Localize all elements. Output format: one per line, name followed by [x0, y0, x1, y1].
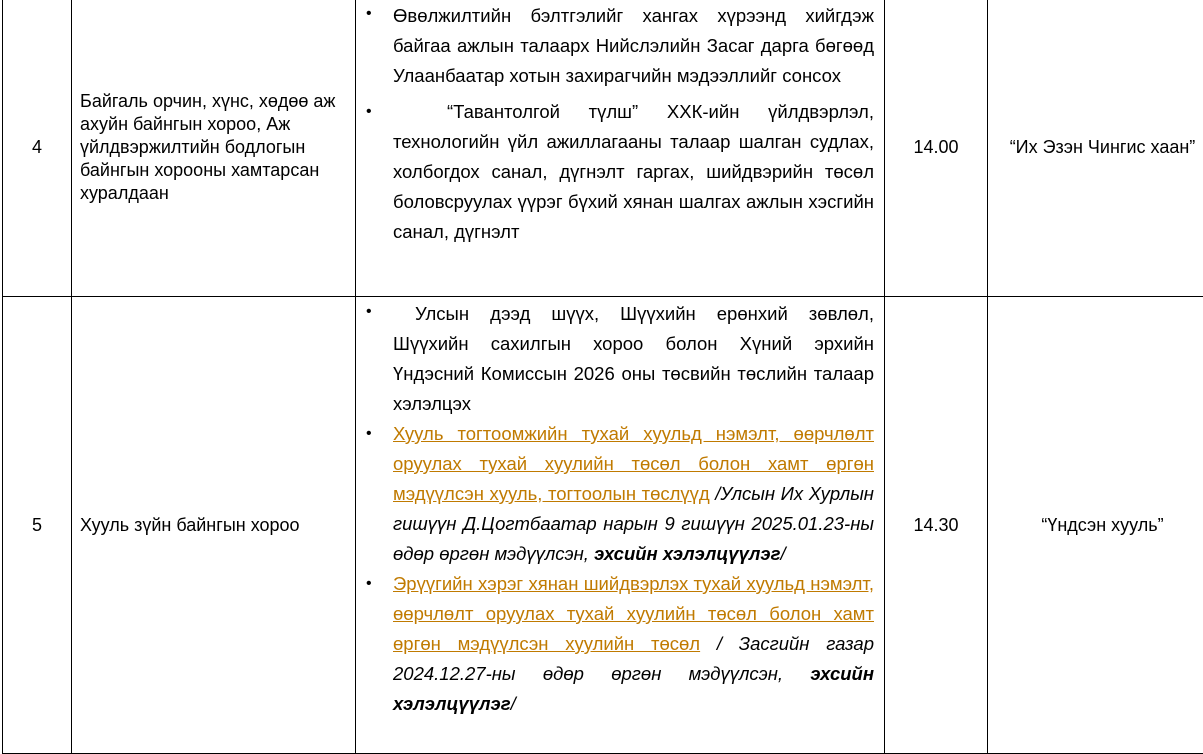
start-time: 14.30 [885, 297, 988, 754]
committee-name: Хууль зүйн байнгын хороо [72, 297, 356, 754]
list-item [356, 0, 884, 91]
topic-text: Өвөлжилтийн бэлтгэлийг хангах хүрээнд хийгдэж байгаа ажлын талаарх Нийслэлийн Засаг дарга бөгөөд Улаанбаатар хотын захирагчийн мэдээллийг сонсох [393, 5, 874, 86]
bullet-icon: • [366, 297, 372, 327]
row-number: 5 [3, 297, 72, 754]
table-row [3, 297, 1203, 754]
topics-cell [356, 0, 885, 297]
agenda-table [2, 0, 1203, 754]
topic-note-close: / [511, 693, 516, 714]
discussion-stage: эхсийн хэлэлцүүлэг [393, 663, 874, 714]
topics-list [356, 0, 884, 247]
bullet-icon: • [366, 0, 372, 29]
topic-note-close: / [780, 543, 785, 564]
topic-text: “Тавантолгой түлш” ХХК-ийн үйлдвэрлэл, технологийн үйл ажиллагааны талаар шалган судлах, холбогдох санал, дүгнэлт гаргах, шийдвэрийн төсөл боловсруулах үүрэг бүхий хянан шалгах ажлын хэсгийн санал, дүгнэлт [393, 101, 874, 242]
meeting-room: “Их Эзэн Чингис хаан” [988, 0, 1203, 297]
bullet-icon: • [366, 419, 372, 449]
topics-list [356, 297, 884, 719]
topic-note: /Улсын Их Хурлын гишүүн Д.Цогтбаатар нарын 9 гишүүн 2025.01.23-ны өдөр өргөн мэдүүлсэн, [393, 483, 874, 564]
discussion-stage: эхсийн хэлэлцүүлэг [594, 543, 780, 564]
list-item [356, 569, 884, 719]
meeting-room: “Үндсэн хууль” [988, 297, 1203, 754]
bill-link[interactable]: Эрүүгийн хэрэг хянан шийдвэрлэх тухай хуульд нэмэлт, өөрчлөлт оруулах тухай хуулийн төсөл болон хамт өргөн мэдүүлсэн хуулийн төсөл [393, 573, 874, 654]
row-number: 4 [3, 0, 72, 297]
list-item [356, 419, 884, 569]
topics-cell [356, 297, 885, 754]
bullet-icon: • [366, 97, 372, 127]
committee-name: Байгаль орчин, хүнс, хөдөө аж ахуйн байнгын хороо, Аж үйлдвэржилтийн бодлогын байнгын хорооны хамтарсан хуралдаан [72, 0, 356, 297]
list-item [356, 97, 884, 247]
topic-text: Улсын дээд шүүх, Шүүхийн ерөнхий зөвлөл, Шүүхийн сахилгын хороо болон Хүний эрхийн Үндэсний Комиссын 2026 оны төсвийн төслийн талаар хэлэлцэх [393, 303, 874, 414]
table-row [3, 0, 1203, 297]
start-time: 14.00 [885, 0, 988, 297]
topic-note: / Засгийн газар 2024.12.27-ны өдөр өргөн мэдүүлсэн, [393, 633, 874, 684]
list-item [356, 297, 884, 419]
bullet-icon: • [366, 569, 372, 599]
bill-link[interactable]: Хууль тогтоомжийн тухай хуульд нэмэлт, өөрчлөлт оруулах тухай хуулийн төсөл болон хамт өргөн мэдүүлсэн хууль, тогтоолын төслүүд [393, 423, 874, 504]
